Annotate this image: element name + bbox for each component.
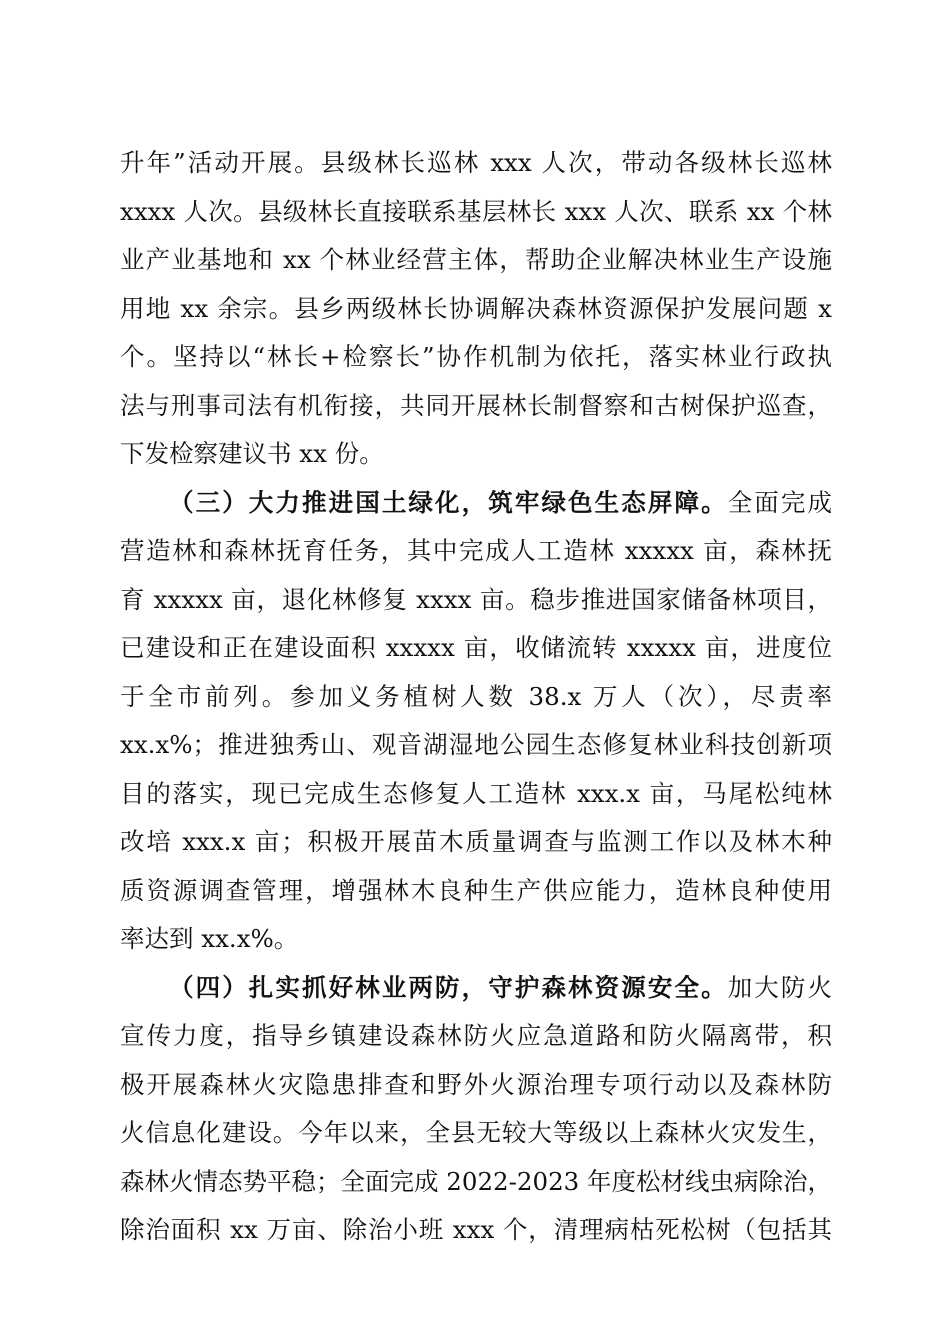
text-line: 于全市前列。参加义务植树人数 38.x 万人（次），尽责率 (120, 681, 832, 711)
text-line: 业产业基地和 xx 个林业经营主体，帮助企业解决林业生产设施 (120, 245, 832, 274)
text-line: 除治面积 xx 万亩、除治小班 xxx 个，清理病枯死松树（包括其 (120, 1215, 832, 1244)
section-heading-4: （四）扎实抓好林业两防，守护森林资源安全。 (169, 972, 728, 1002)
text-line (120, 964, 832, 1013)
text-line: 森林火情态势平稳；全面完成 2022-2023 年度松材线虫病除治， (120, 1166, 833, 1196)
text-line: 改培 xxx.x 亩；积极开展苗木质量调查与监测工作以及林木种 (120, 827, 832, 856)
text-line: 营造林和森林抚育任务，其中完成人工造林 xxxxx 亩，森林抚 (120, 536, 832, 565)
text-line: 质资源调查管理，增强林木良种生产供应能力，造林良种使用 (120, 875, 832, 905)
text-line: 率达到 xx.x%。 (120, 924, 299, 953)
text-line (120, 479, 832, 528)
paragraph-forest-safety (120, 964, 832, 1255)
document-body (120, 139, 832, 1255)
text-line: 下发检察建议书 xx 份。 (120, 439, 384, 468)
text-line: 法与刑事司法有机衔接，共同开展林长制督察和古树保护巡查， (120, 390, 832, 420)
text-run: 全面完成 (727, 487, 832, 517)
text-line: xxxx 人次。县级林长直接联系基层林长 xxx 人次、联系 xx 个林 (120, 196, 832, 226)
text-line: xx.x%；推进独秀山、观音湖湿地公园生态修复林业科技创新项 (120, 730, 832, 759)
text-line: 用地 xx 余宗。县乡两级林长协调解决森林资源保护发展问题 x (120, 293, 832, 323)
text-line: 目的落实，现已完成生态修复人工造林 xxx.x 亩，马尾松纯林 (120, 778, 832, 808)
paragraph-forest-chief (120, 139, 832, 479)
text-line: 火信息化建设。今年以来，全县无较大等级以上森林火灾发生， (120, 1118, 832, 1147)
text-line: 育 xxxxx 亩，退化林修复 xxxx 亩。稳步推进国家储备林项目， (120, 584, 832, 614)
section-heading-3: （三）大力推进国土绿化，筑牢绿色生态屏障。 (169, 487, 728, 517)
text-run: 加大防火 (727, 972, 832, 1002)
text-line: 已建设和正在建设面积 xxxxx 亩，收储流转 xxxxx 亩，进度位 (120, 633, 832, 662)
text-line: 个。坚持以“林长+检察长”协作机制为依托，落实林业行政执 (120, 342, 832, 371)
text-line: 宣传力度，指导乡镇建设森林防火应急道路和防火隔离带，积 (120, 1021, 832, 1050)
paragraph-greening (120, 479, 832, 964)
text-line: 极开展森林火灾隐患排查和野外火源治理专项行动以及森林防 (120, 1069, 832, 1099)
text-line: 升年”活动开展。县级林长巡林 xxx 人次，带动各级林长巡林 (120, 148, 832, 177)
